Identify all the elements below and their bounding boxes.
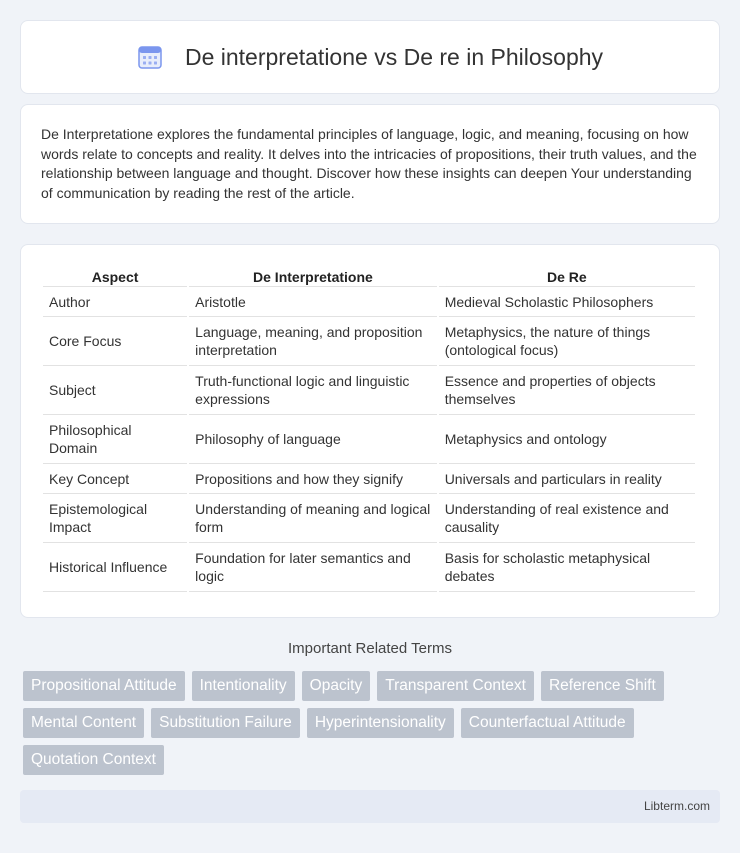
table-cell: Propositions and how they signify	[189, 464, 437, 494]
header-card	[20, 20, 720, 94]
related-term-tag[interactable]: Mental Content	[23, 708, 144, 738]
related-term-tag[interactable]: Propositional Attitude	[23, 671, 185, 701]
related-term-tag[interactable]: Substitution Failure	[151, 708, 300, 738]
table-cell: Historical Influence	[43, 543, 187, 592]
table-cell: Basis for scholastic metaphysical debates	[439, 543, 695, 592]
intro-text: De Interpretatione explores the fundamental principles of language, logic, and meaning, focusing on how words relate to concepts and reality. It delves into the intricacies of propositions, their truth values, and the relationship between language and thought. Discover how these insights can deepen Your understanding of communication by reading the rest of the article.	[41, 126, 697, 201]
table-cell: Key Concept	[43, 464, 187, 494]
related-term-tag[interactable]: Reference Shift	[541, 671, 664, 701]
table-cell: Language, meaning, and proposition interpretation	[189, 317, 437, 366]
related-term-tag[interactable]: Intentionality	[192, 671, 295, 701]
calendar-icon	[137, 44, 163, 70]
table-cell: Metaphysics and ontology	[439, 415, 695, 464]
intro-card	[20, 104, 720, 224]
table-cell: Understanding of real existence and causality	[439, 494, 695, 543]
table-cell: Medieval Scholastic Philosophers	[439, 287, 695, 317]
table-cell: Philosophical Domain	[43, 415, 187, 464]
table-cell: Truth-functional logic and linguistic expressions	[189, 366, 437, 415]
table-cell: Metaphysics, the nature of things (ontological focus)	[439, 317, 695, 366]
table-cell: Epistemological Impact	[43, 494, 187, 543]
table-cell: Universals and particulars in reality	[439, 464, 695, 494]
footer-site-link[interactable]: Libterm.com	[643, 799, 710, 813]
related-term-tag[interactable]: Opacity	[302, 671, 371, 701]
related-term-tag[interactable]: Hyperintensionality	[307, 708, 454, 738]
table-cell: Essence and properties of objects themselves	[439, 366, 695, 415]
table-cell: Subject	[43, 366, 187, 415]
related-terms-title: Important Related Terms	[288, 640, 452, 657]
column-header: De Re	[439, 267, 695, 287]
table-row	[43, 464, 695, 494]
column-header: Aspect	[43, 267, 187, 287]
table-cell: Understanding of meaning and logical form	[189, 494, 437, 543]
footer	[20, 790, 720, 823]
table-cell: Aristotle	[189, 287, 437, 317]
table-header-row	[43, 267, 695, 287]
table-cell: Core Focus	[43, 317, 187, 366]
table-cell: Foundation for later semantics and logic	[189, 543, 437, 592]
page-title: De interpretatione vs De re in Philosophy	[184, 43, 604, 70]
related-term-tag[interactable]: Transparent Context	[377, 671, 534, 701]
comparison-table-card	[20, 244, 720, 618]
table-row	[43, 494, 695, 543]
related-terms-list	[23, 671, 713, 782]
table-cell: Author	[43, 287, 187, 317]
table-cell: Philosophy of language	[189, 415, 437, 464]
table-row	[43, 543, 695, 592]
table-row	[43, 415, 695, 464]
table-row	[43, 366, 695, 415]
related-term-tag[interactable]: Counterfactual Attitude	[461, 708, 634, 738]
related-term-tag[interactable]: Quotation Context	[23, 745, 164, 775]
comparison-table	[41, 267, 697, 592]
table-row	[43, 317, 695, 366]
column-header: De Interpretatione	[189, 267, 437, 287]
table-row	[43, 287, 695, 317]
